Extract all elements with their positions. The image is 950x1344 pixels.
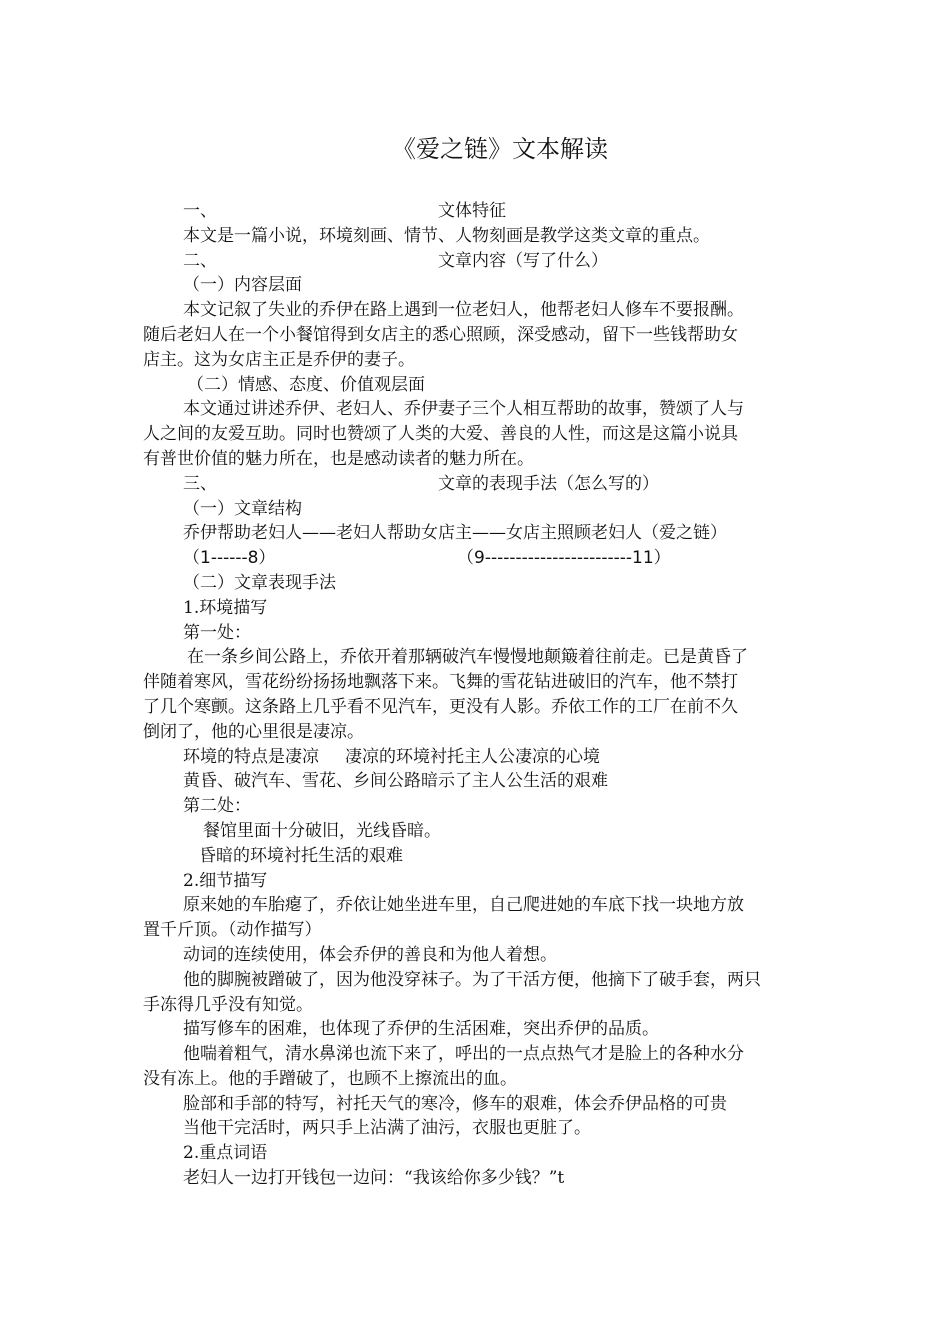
- quote-line: 在一条乡间公路上，乔依开着那辆破汽车慢慢地颠簸着往前走。已是黄昏了: [187, 647, 748, 668]
- subsection-heading: （二）文章表现手法: [183, 572, 336, 593]
- quote-line: 没有冻上。他的手蹭破了，也顾不上擦流出的血。: [143, 1068, 517, 1089]
- quote-line: 手冻得几乎没有知觉。: [143, 994, 313, 1015]
- paragraph-range-line: [143, 546, 808, 571]
- section-number: 二、: [183, 250, 217, 271]
- quote-line: 倒闭了，他的心里很是凄凉。: [143, 721, 364, 742]
- quote-line: 原来她的车胎瘪了，乔依让她坐进车里，自己爬进她的车底下找一块地方放: [183, 895, 744, 916]
- point-heading: 2.重点词语: [183, 1143, 268, 1164]
- paragraph-line: 本文是一篇小说，环境刻画、情节、人物刻画是教学这类文章的重点。: [183, 225, 710, 246]
- section-title: 文体特征: [438, 201, 506, 221]
- analysis-left: 环境的特点是凄凉: [183, 746, 319, 767]
- quote-line: 置千斤顶。（动作描写）: [143, 920, 322, 941]
- subsection-heading: （二）情感、态度、价值观层面: [187, 374, 425, 395]
- paragraph-line: 店主。这为女店主正是乔伊的妻子。: [143, 349, 415, 370]
- subsection-heading: （一）内容层面: [183, 275, 302, 296]
- paragraph-range-second: （9------------------------11）: [457, 548, 671, 569]
- section-heading-3: [143, 472, 808, 497]
- document-body: [143, 199, 808, 1191]
- point-heading: 2.细节描写: [183, 870, 268, 891]
- document-title: 《爱之链》文本解读: [392, 135, 608, 163]
- analysis-right: 凄凉的环境衬托主人公凄凉的心境: [345, 746, 600, 767]
- quote-line: 他喘着粗气，清水鼻涕也流下来了，呼出的一点点热气才是脸上的各种水分: [183, 1044, 744, 1065]
- analysis-line: 脸部和手部的特写，衬托天气的寒冷，修车的艰难，体会乔伊品格的可贵: [183, 1093, 727, 1114]
- paragraph-line: 有普世价值的魅力所在，也是感动读者的魅力所在。: [143, 448, 534, 469]
- quote-line: 他的脚腕被蹭破了，因为他没穿袜子。为了干活方便，他摘下了破手套，两只: [183, 969, 761, 990]
- analysis-line: 描写修车的困难，也体现了乔伊的生活困难，突出乔伊的品质。: [183, 1019, 659, 1040]
- section-number: 三、: [183, 473, 217, 494]
- structure-chain: 乔伊帮助老妇人——老妇人帮助女店主——女店主照顾老妇人（爱之链）: [183, 523, 727, 544]
- paragraph-line: 本文通过讲述乔伊、老妇人、乔伊妻子三个人相互帮助的故事，赞颂了人与: [183, 399, 744, 420]
- analysis-line: 黄昏、破汽车、雪花、乡间公路暗示了主人公生活的艰难: [183, 771, 608, 792]
- quote-line: 老妇人一边打开钱包一边问：“我该给你多少钱？”t: [183, 1168, 565, 1189]
- analysis-line: 动词的连续使用，体会乔伊的善良和为他人着想。: [183, 944, 557, 965]
- quote-line: 餐馆里面十分破旧，光线昏暗。: [203, 820, 441, 841]
- section-heading-1: [143, 199, 808, 224]
- point-label: 第一处：: [183, 622, 251, 643]
- quote-line: 了几个寒颤。这条路上几乎看不见汽车，更没有人影。乔依工作的工厂在前不久: [143, 696, 738, 717]
- subsection-heading: （一）文章结构: [183, 498, 302, 519]
- analysis-line: 昏暗的环境衬托生活的艰难: [199, 845, 403, 866]
- analysis-line: [143, 745, 808, 770]
- point-label: 第二处：: [183, 796, 251, 817]
- paragraph-range-first: （1------8）: [183, 548, 276, 569]
- section-heading-2: [143, 249, 808, 274]
- quote-line: 伴随着寒风，雪花纷纷扬扬地飘落下来。飞舞的雪花钻进破旧的汽车，他不禁打: [143, 672, 738, 693]
- paragraph-line: 人之间的友爱互助。同时也赞颂了人类的大爱、善良的人性，而这是这篇小说具: [143, 424, 738, 445]
- point-heading: 1.环境描写: [183, 597, 268, 618]
- quote-line: 当他干完活时，两只手上沾满了油污，衣服也更脏了。: [183, 1118, 591, 1139]
- section-number: 一、: [183, 201, 217, 221]
- section-title: 文章的表现手法（怎么写的）: [438, 473, 659, 494]
- paragraph-line: 随后老妇人在一个小餐馆得到女店主的悉心照顾，深受感动，留下一些钱帮助女: [143, 324, 738, 345]
- section-title: 文章内容（写了什么）: [438, 250, 608, 271]
- paragraph-line: 本文记叙了失业的乔伊在路上遇到一位老妇人，他帮老妇人修车不要报酬。: [183, 300, 744, 321]
